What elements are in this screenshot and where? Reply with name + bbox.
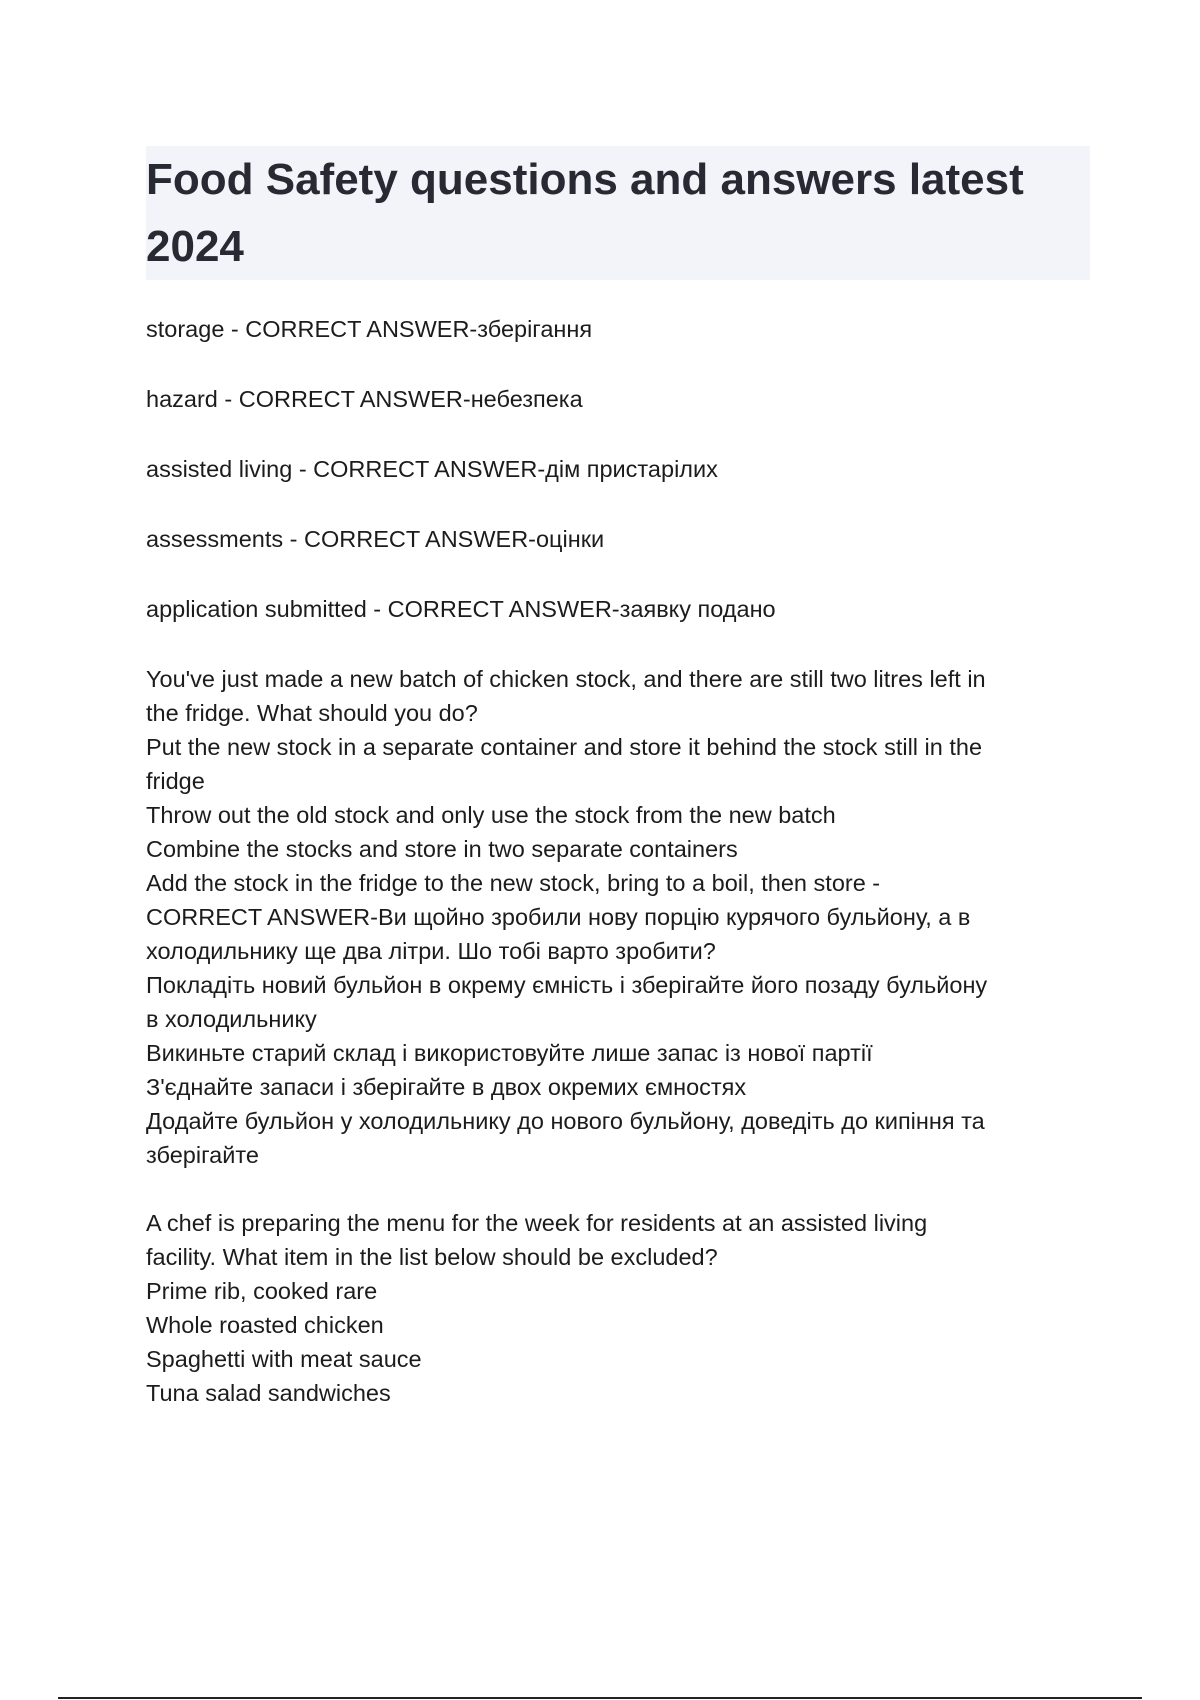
- question-line: A chef is preparing the menu for the week for residents at an assisted living: [146, 1210, 928, 1236]
- qa-pair-storage: storage - CORRECT ANSWER-зберігання: [146, 316, 593, 342]
- answer-option: Add the stock in the fridge to the new stock, bring to a boil, then store -: [146, 870, 881, 896]
- correct-answer-line: CORRECT ANSWER-Ви щойно зробили нову порцію курячого бульйону, а в: [146, 904, 971, 930]
- answer-option: Spaghetti with meat sauce: [146, 1346, 422, 1372]
- document-title: Food Safety questions and answers latest 2024: [146, 155, 1036, 271]
- correct-answer-line: З'єднайте запаси і зберігайте в двох окремих ємностях: [146, 1074, 747, 1100]
- answer-option: Whole roasted chicken: [146, 1312, 384, 1338]
- qa-pair-assisted-living: assisted living - CORRECT ANSWER-дім пристарілих: [146, 456, 718, 482]
- answer-option: fridge: [146, 768, 205, 794]
- question-line: the fridge. What should you do?: [146, 700, 478, 726]
- correct-answer-line: в холодильнику: [146, 1006, 317, 1032]
- answer-option: Tuna salad sandwiches: [146, 1380, 391, 1406]
- question-line: facility. What item in the list below should be excluded?: [146, 1244, 718, 1270]
- qa-pair-assessments: assessments - CORRECT ANSWER-оцінки: [146, 526, 605, 552]
- answer-option: Prime rib, cooked rare: [146, 1278, 378, 1304]
- question-line: You've just made a new batch of chicken stock, and there are still two litres left in: [146, 666, 986, 692]
- document-body: [146, 312, 1090, 1444]
- answer-option: Put the new stock in a separate container and store it behind the stock still in the: [146, 734, 983, 760]
- qa-pair-application-submitted: application submitted - CORRECT ANSWER-заявку подано: [146, 596, 776, 622]
- question-assisted-living-menu: [146, 1206, 1090, 1410]
- title-banner: [146, 146, 1090, 280]
- answer-option: Throw out the old stock and only use the stock from the new batch: [146, 802, 836, 828]
- correct-answer-line: холодильнику ще два літри. Шо тобі варто зробити?: [146, 938, 716, 964]
- question-chicken-stock: [146, 662, 1090, 1172]
- correct-answer-line: зберігайте: [146, 1142, 259, 1168]
- qa-pair-hazard: hazard - CORRECT ANSWER-небезпека: [146, 386, 583, 412]
- page-bottom-divider: [58, 1697, 1142, 1699]
- correct-answer-line: Додайте бульйон у холодильнику до нового бульйону, доведіть до кипіння та: [146, 1108, 985, 1134]
- correct-answer-line: Покладіть новий бульйон в окрему ємність і зберігайте його позаду бульйону: [146, 972, 988, 998]
- answer-option: Combine the stocks and store in two separate containers: [146, 836, 738, 862]
- correct-answer-line: Викиньте старий склад і використовуйте лише запас із нової партії: [146, 1040, 873, 1066]
